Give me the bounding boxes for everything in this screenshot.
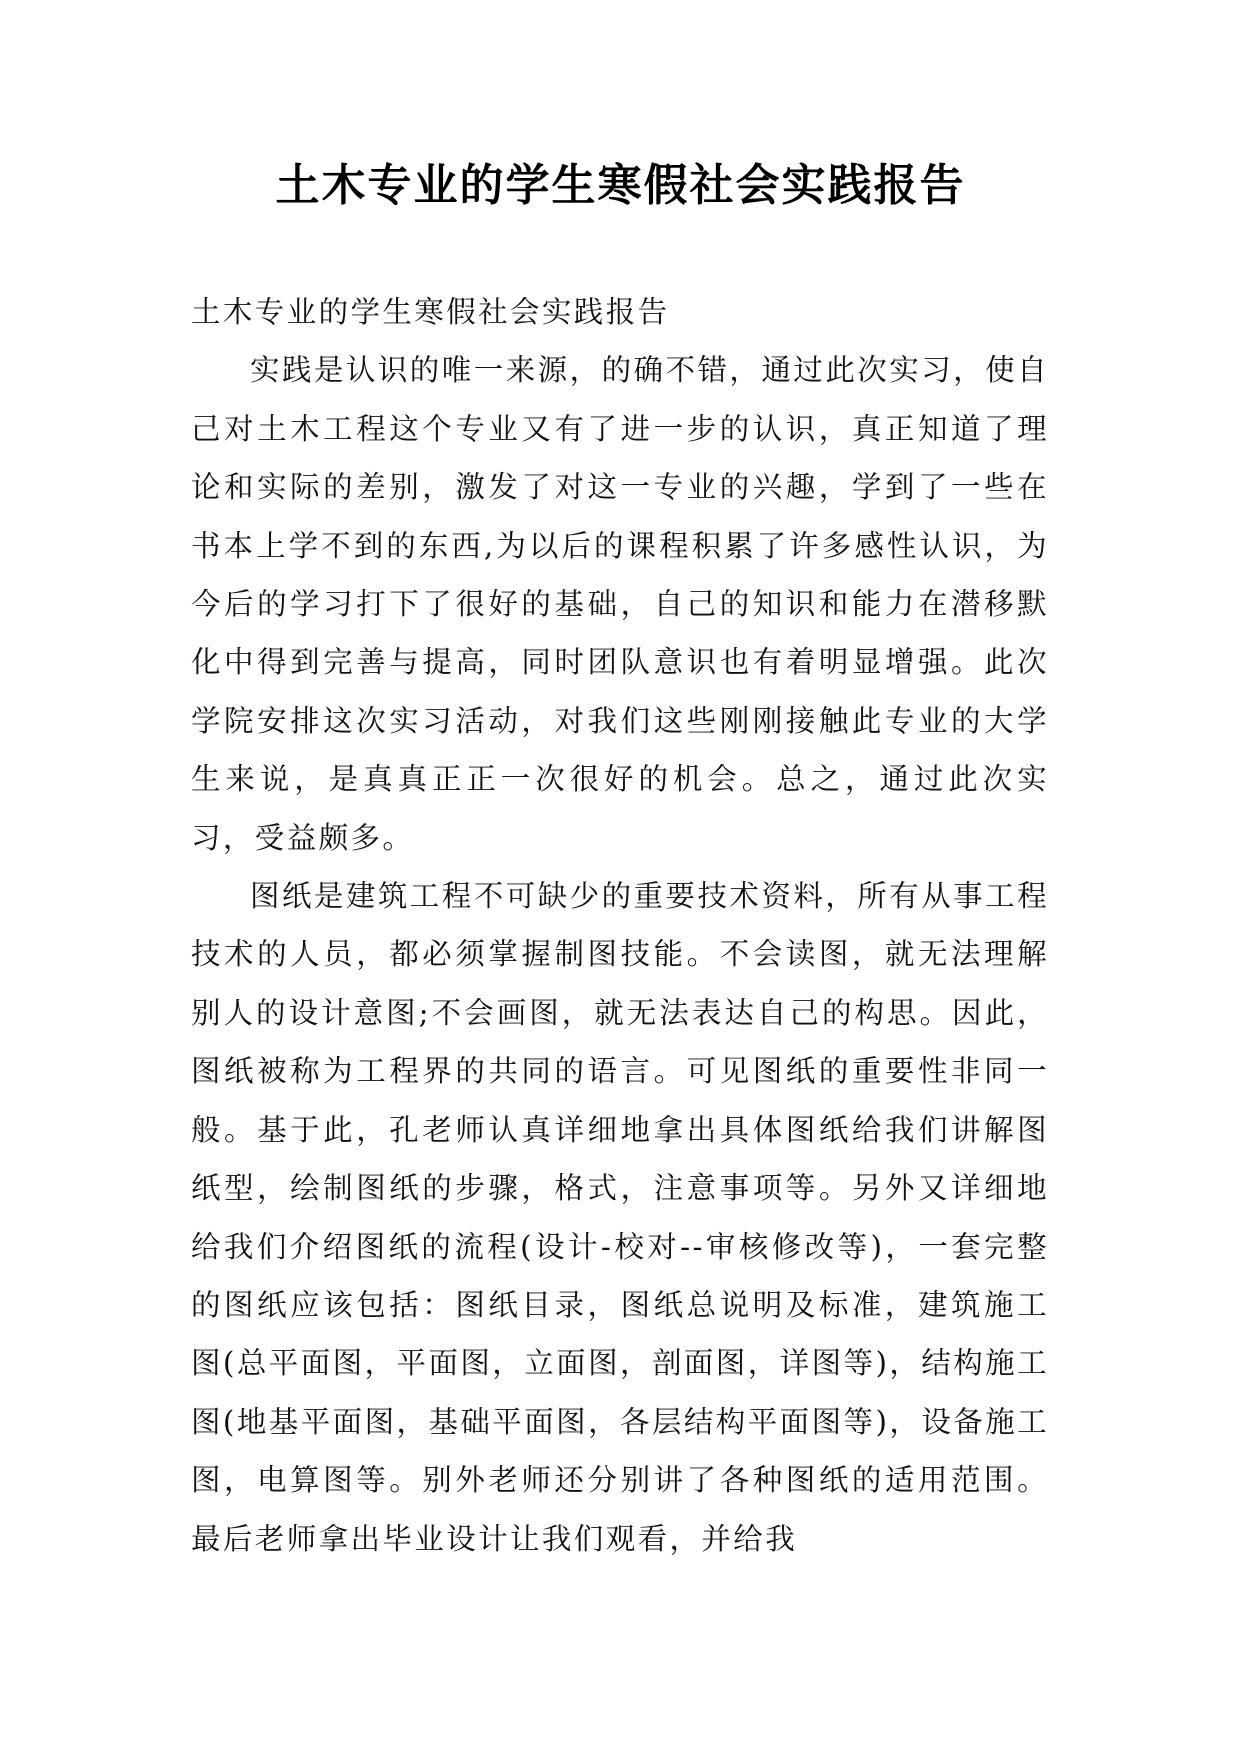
- paragraph-practice: 实践是认识的唯一来源，的确不错，通过此次实习，使自己对土木工程这个专业又有了进一步的认识，真正知道了理论和实际的差别，激发了对这一专业的兴趣，学到了一些在书本上学不到的东西,为以后的课程积累了许多感性认识，为今后的学习打下了很好的基础，自己的知识和能力在潜移默化中得到完善与提高，同时团队意识也有着明显增强。此次学院安排这次实习活动，对我们这些刚刚接触此专业的大学生来说，是真真正正一次很好的机会。总之，通过此次实习，受益颇多。: [191, 353, 1049, 855]
- document-subtitle: 土木专业的学生寒假社会实践报告: [191, 295, 670, 329]
- paragraph-drawings: 图纸是建筑工程不可缺少的重要技术资料，所有从事工程技术的人员，都必须掌握制图技能。不会读图，就无法理解别人的设计意图;不会画图，就无法表达自己的构思。因此，图纸被称为工程界的共同的语言。可见图纸的重要性非同一般。基于此，孔老师认真详细地拿出具体图纸给我们讲解图纸型，绘制图纸的步骤，格式，注意事项等。另外又详细地给我们介绍图纸的流程(设计-校对--审核修改等)，一套完整的图纸应该包括：图纸目录，图纸总说明及标准，建筑施工图(总平面图，平面图，立面图，剖面图，详图等)，结构施工图(地基平面图，基础平面图，各层结构平面图等)，设备施工图，电算图等。别外老师还分别讲了各种图纸的适用范围。最后老师拿出毕业设计让我们观看，并给我: [191, 879, 1049, 1556]
- document-title: 土木专业的学生寒假社会实践报告: [275, 160, 966, 211]
- document-body: [191, 283, 1049, 1568]
